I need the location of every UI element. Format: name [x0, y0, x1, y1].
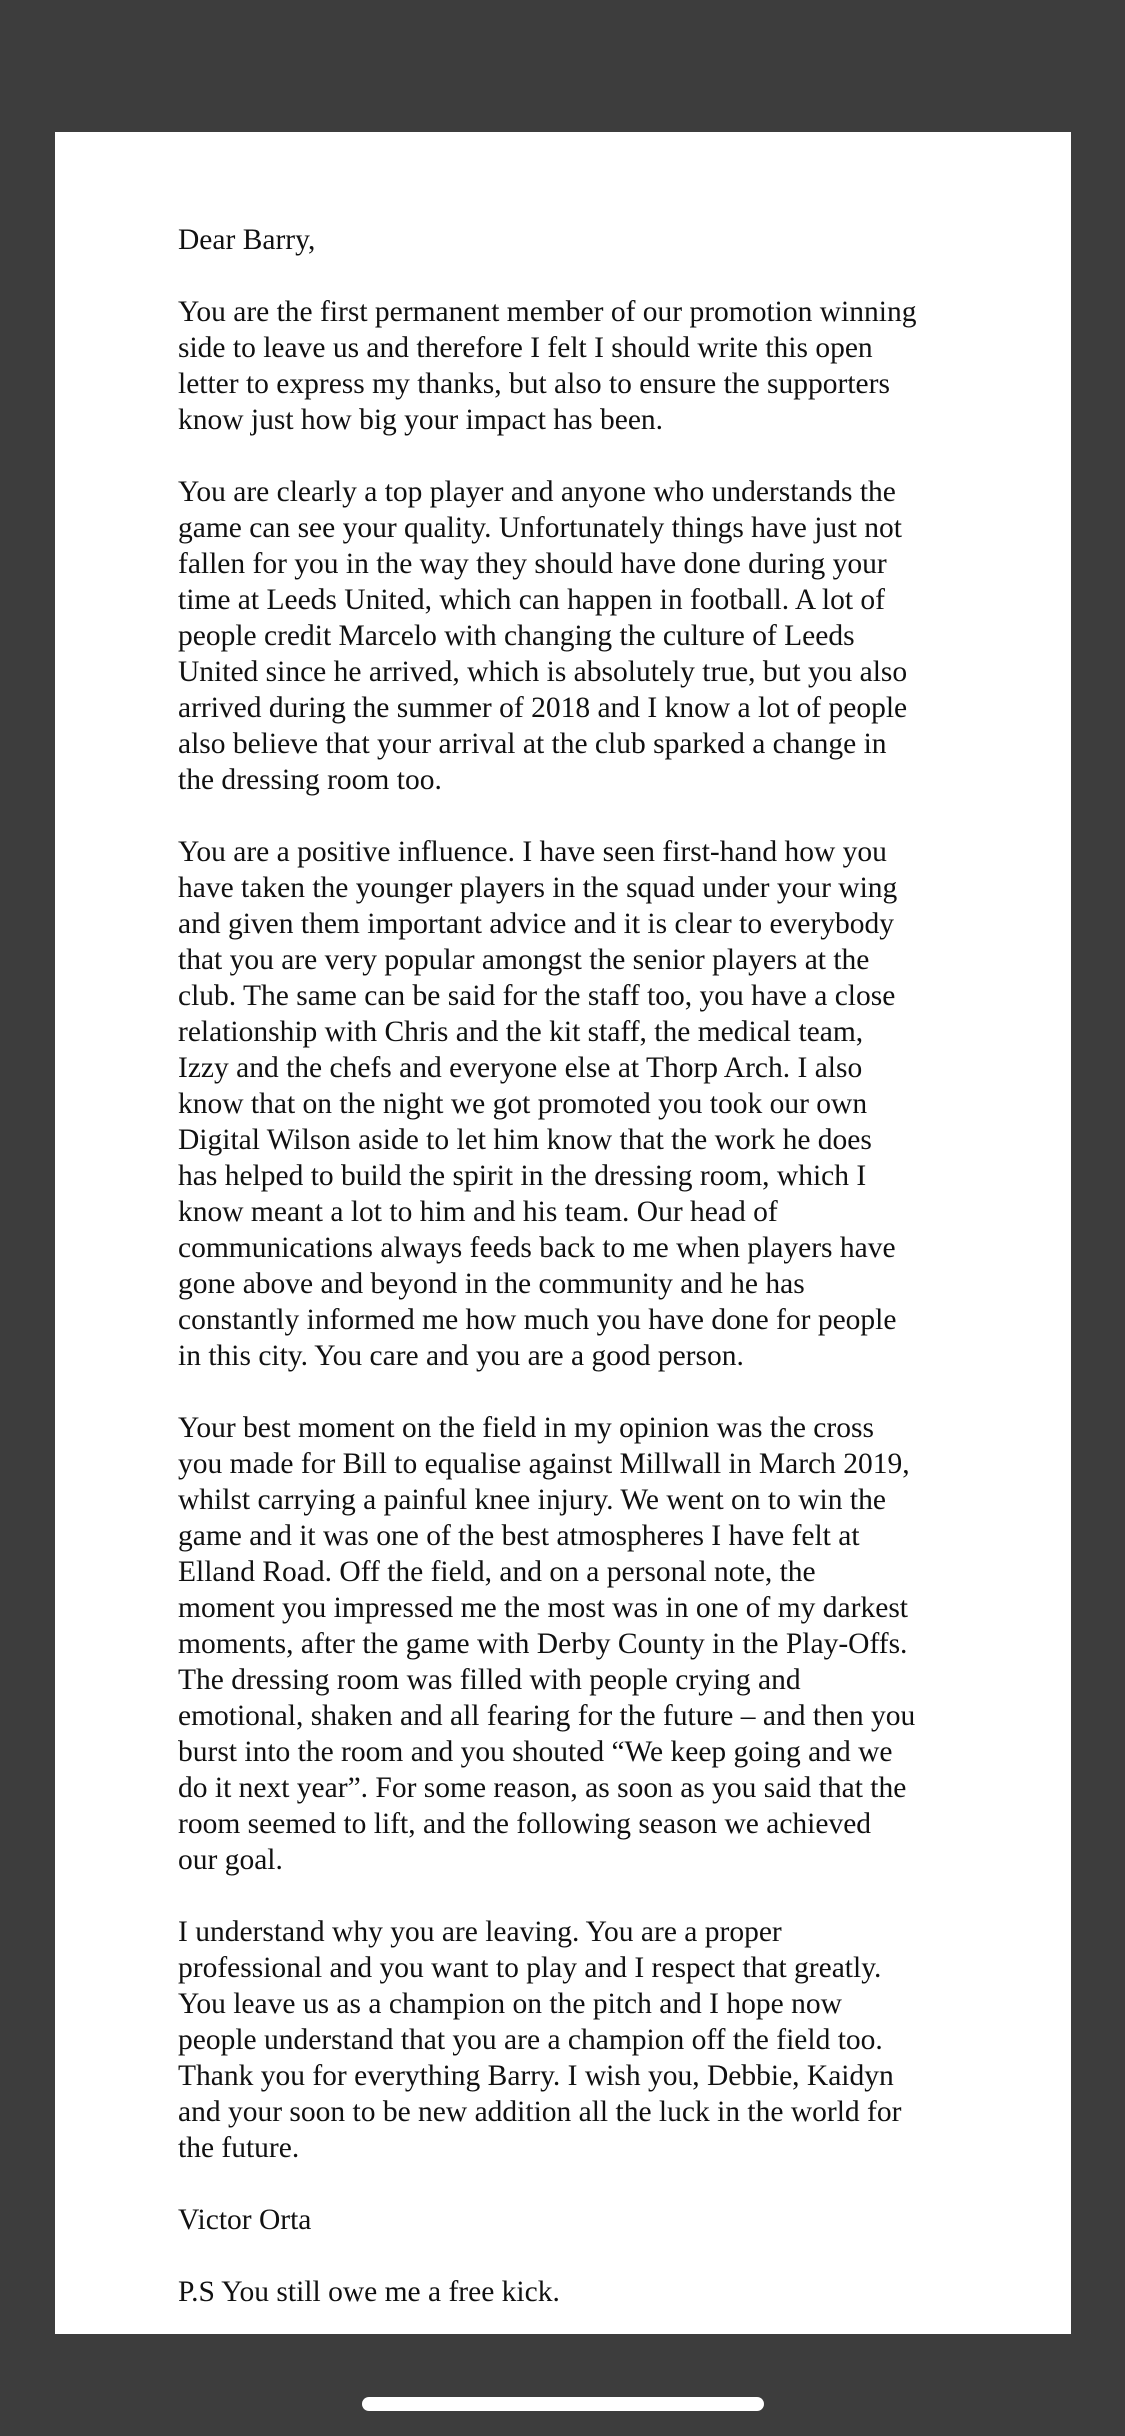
letter-signature: Victor Orta	[178, 2204, 312, 2236]
letter-body	[178, 222, 968, 2310]
letter-paragraph-4: Your best moment on the field in my opinion was the cross you made for Bill to equalise against Millwall in March 2019, whilst carrying a painful knee injury. We went on to win the game and it was one of the best atmospheres I have felt at Elland Road. Off the field, and on a personal note, the moment you impressed me the most was in one of my darkest moments, after the game with Derby County in the Play-Offs. The dressing room was filled with people crying and emotional, shaken and all fearing for the future – and then you burst into the room and you shouted “We keep going and we do it next year”. For some reason, as soon as you said that the room seemed to lift, and the following season we achieved our goal.	[178, 1412, 916, 1876]
letter-paragraph-2: You are clearly a top player and anyone who understands the game can see your quality. Unfortunately things have just not fallen for you in the way they should have done during your time at Leeds United, which can happen in football. A lot of people credit Marcelo with changing the culture of Leeds United since he arrived, which is absolutely true, but you also arrived during the summer of 2018 and I know a lot of people also believe that your arrival at the club sparked a change in the dressing room too.	[178, 476, 908, 796]
letter-paragraph-1: You are the first permanent member of our promotion winning side to leave us and therefore I felt I should write this open letter to express my thanks, but also to ensure the supporters know just how big your impact has been.	[178, 296, 917, 436]
letter-page	[55, 132, 1071, 2334]
letter-paragraph-3: You are a positive influence. I have seen first-hand how you have taken the younger players in the squad under your wing and given them important advice and it is clear to everybody that you are very popular amongst the senior players at the club. The same can be said for the staff too, you have a close relationship with Chris and the kit staff, the medical team, Izzy and the chefs and everyone else at Thorp Arch. I also know that on the night we got promoted you took our own Digital Wilson aside to let him know that the work he does has helped to build the spirit in the dressing room, which I know meant a lot to him and his team. Our head of communications always feeds back to me when players have gone above and beyond in the community and he has constantly informed me how much you have done for people in this city. You care and you are a good person.	[178, 836, 898, 1372]
letter-paragraph-5: I understand why you are leaving. You are a proper professional and you want to play and I respect that greatly. You leave us as a champion on the pitch and I hope now people understand that you are a champion off the field too. Thank you for everything Barry. I wish you, Debbie, Kaidyn and your soon to be new addition all the luck in the world for the future.	[178, 1916, 902, 2164]
letter-postscript: P.S You still owe me a free kick.	[178, 2276, 560, 2308]
letter-salutation: Dear Barry,	[178, 224, 316, 256]
home-indicator-bar[interactable]	[362, 2397, 764, 2411]
